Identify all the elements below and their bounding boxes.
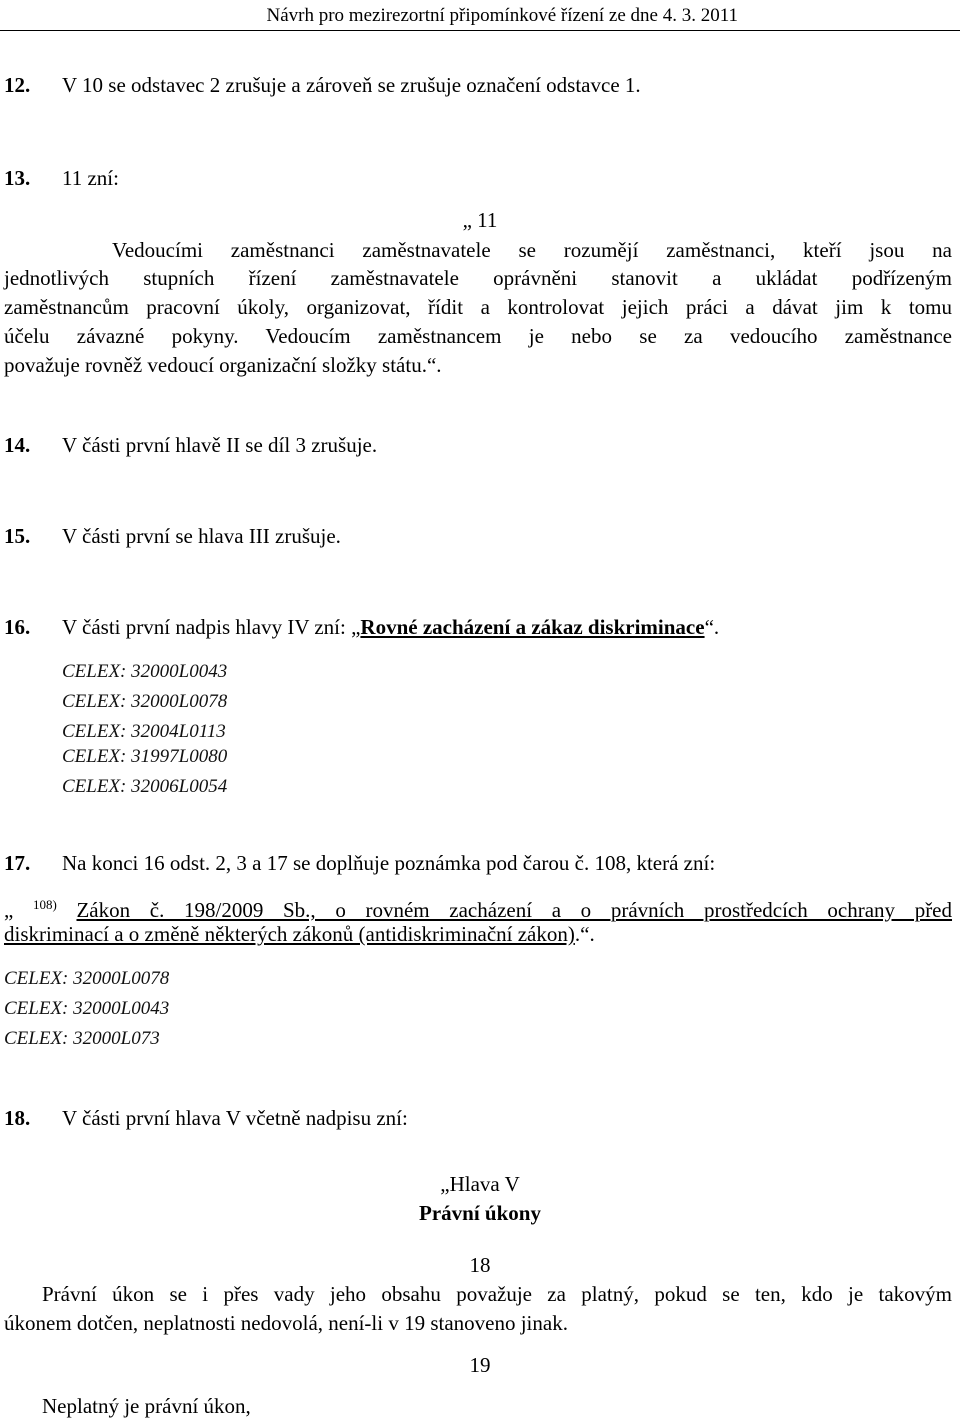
item-14-number: 14.: [4, 433, 31, 457]
section-11-line-3: zaměstnancům pracovní úkoly, organizovat, řídit a kontrolovat jejich práci a dávat jim k tomu: [4, 295, 952, 319]
item-15-text: V části první se hlava III zrušuje.: [62, 524, 341, 548]
item-13-text: 11 zní:: [62, 166, 119, 190]
hlava-v-subtitle: Právní úkony: [419, 1201, 541, 1225]
item-16-celex-5: CELEX: 32006L0054: [62, 776, 228, 797]
footnote-108-quote: „: [4, 898, 14, 922]
item-17-number: 17.: [4, 851, 31, 875]
item-13-number: 13.: [4, 166, 31, 190]
section-19-line-1: Neplatný je právní úkon,: [42, 1394, 251, 1418]
footnote-108-end: .“.: [574, 922, 595, 946]
item-16-number: 16.: [4, 615, 31, 639]
item-18-number: 18.: [4, 1106, 31, 1130]
item-17-celex-1: CELEX: 32000L0078: [4, 968, 170, 989]
item-15-number: 15.: [4, 524, 31, 548]
section-11-heading: „ 11: [462, 208, 498, 232]
footnote-108-line-2: [4, 919, 595, 949]
section-11-line-2: jednotlivých stupních řízení zaměstnavatele oprávněni stanovit a ukládat podřízeným: [4, 266, 952, 290]
hlava-v-title: „Hlava V: [440, 1172, 520, 1196]
item-16-text-before: V části první nadpis hlavy IV zní: „: [62, 615, 361, 639]
header-divider: [0, 30, 960, 31]
item-16-text: [62, 612, 719, 642]
item-16-text-after: “.: [704, 615, 720, 639]
section-18-heading: 18: [469, 1253, 491, 1277]
item-17-celex-2: CELEX: 32000L0043: [4, 998, 170, 1019]
item-17-celex-3: CELEX: 32000L073: [4, 1028, 160, 1049]
section-18-line-1: Právní úkon se i přes vady jeho obsahu považuje za platný, pokud se ten, kdo je takovým: [42, 1282, 952, 1306]
section-11-line-1: Vedoucími zaměstnanci zaměstnavatele se rozumějí zaměstnanci, kteří jsou na: [112, 238, 952, 262]
item-12-number: 12.: [4, 73, 31, 97]
page-header: Návrh pro mezirezortní připomínkové řízení ze dne 4. 3. 2011: [266, 5, 738, 26]
section-11-line-4: účelu závazné pokyny. Vedoucím zaměstnancem je nebo se za vedoucího zaměstnance: [4, 324, 952, 348]
section-19-heading: 19: [469, 1353, 491, 1377]
item-18-text: V části první hlava V včetně nadpisu zní:: [62, 1106, 408, 1130]
item-16-celex-3: CELEX: 32004L0113: [62, 721, 226, 742]
footnote-108-mark: 108): [32, 897, 57, 912]
item-17-text: Na konci 16 odst. 2, 3 a 17 se doplňuje poznámka pod čarou č. 108, která zní:: [62, 851, 716, 875]
section-18-line-2: úkonem dotčen, neplatnosti nedovolá, není-li v 19 stanoveno jinak.: [4, 1311, 568, 1335]
section-11-line-5: považuje rovněž vedoucí organizační složky státu.“.: [4, 353, 442, 377]
item-16-celex-4: CELEX: 31997L0080: [62, 746, 228, 767]
item-14-text: V části první hlavě II se díl 3 zrušuje.: [62, 433, 378, 457]
item-16-celex-1: CELEX: 32000L0043: [62, 661, 228, 682]
footnote-108-text-2: diskriminací a o změně některých zákonů (antidiskriminační zákon): [4, 922, 575, 946]
item-12-text: V 10 se odstavec 2 zrušuje a zároveň se zrušuje označení odstavce 1.: [62, 73, 641, 97]
item-16-title: Rovné zacházení a zákaz diskriminace: [360, 615, 705, 639]
footnote-108-text-1: Zákon č. 198/2009 Sb., o rovném zacházení a o právních prostředcích ochrany před: [76, 898, 953, 922]
item-16-celex-2: CELEX: 32000L0078: [62, 691, 228, 712]
